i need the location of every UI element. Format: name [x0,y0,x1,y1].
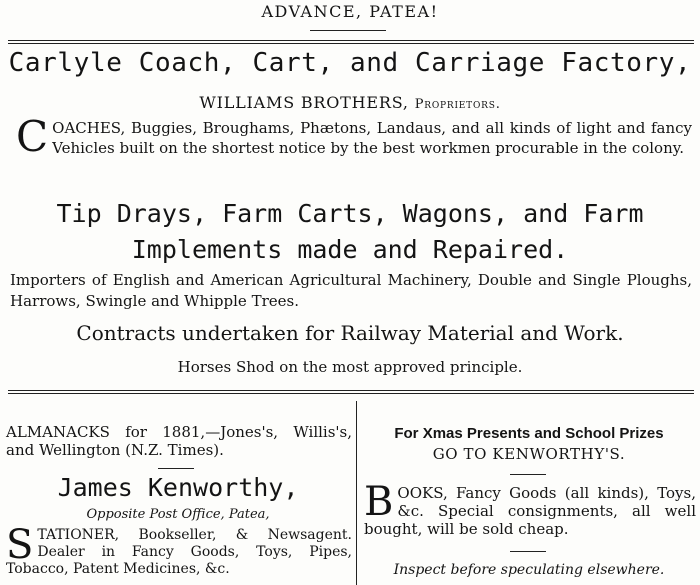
box-bottom-rule-1 [8,390,694,391]
coaches-drop-cap: C [16,112,49,161]
box-top-rule-2 [8,43,694,44]
column-divider [356,401,357,585]
factory-title: Carlyle Coach, Cart, and Carriage Factory, [8,48,692,78]
tip-drays-line-2: Implements made and Repaired. [131,235,569,264]
xmas-headline: For Xmas Presents and School Prizes [394,425,664,442]
go-to-kenworthys: GO TO KENWORTHY'S. [432,445,626,463]
stationer-drop-cap: S [6,522,34,568]
left-divider-1 [158,468,194,469]
inspect-line: Inspect before speculating elsewhere. [393,562,665,578]
almanacks-paragraph: ALMANACKS for 1881,—Jones's, Willis's, and Wellington (N.Z. Times). [6,423,352,459]
importers-paragraph: Importers of English and American Agricultural Machinery, Double and Single Ploughs, Harrows, Swingle and Whipple Trees. [10,271,692,310]
box-bottom-rule-2 [8,393,694,394]
proprietors-label: Proprietors. [414,97,501,112]
coaches-text: OACHES, Buggies, Broughams, Phætons, Landaus, and all kinds of light and fancy Vehicles built on the shortest notice by the best workmen procurable in the colony. [52,119,692,157]
stationer-text: TATIONER, Bookseller, & Newsagent. Dealer in Fancy Goods, Toys, Pipes, Tobacco, Patent Medicines, &c. [6,527,352,577]
proprietors-line [0,93,700,112]
right-divider-2 [510,551,546,552]
horses-line: Horses Shod on the most approved principle. [177,358,523,376]
right-divider-1 [510,474,546,475]
location-line: Opposite Post Office, Patea, [86,507,270,522]
books-drop-cap: B [364,479,394,525]
proprietors-name: WILLIAMS BROTHERS, [199,93,409,112]
tip-drays-line-1: Tip Drays, Farm Carts, Wagons, and Farm [56,199,644,228]
top-header: ADVANCE, PATEA! [261,2,439,21]
contracts-line: Contracts undertaken for Railway Material and Work. [76,321,624,345]
books-text: OOKS, Fancy Goods (all kinds), Toys, &c. Special consignments, all well bought, will be sold cheap. [364,484,696,538]
coaches-paragraph [16,112,692,161]
box-top-rule-1 [8,40,694,41]
james-kenworthy-name: James Kenworthy, [57,473,299,502]
header-underline [310,30,386,31]
stationer-paragraph [6,522,352,578]
books-paragraph [364,479,696,538]
